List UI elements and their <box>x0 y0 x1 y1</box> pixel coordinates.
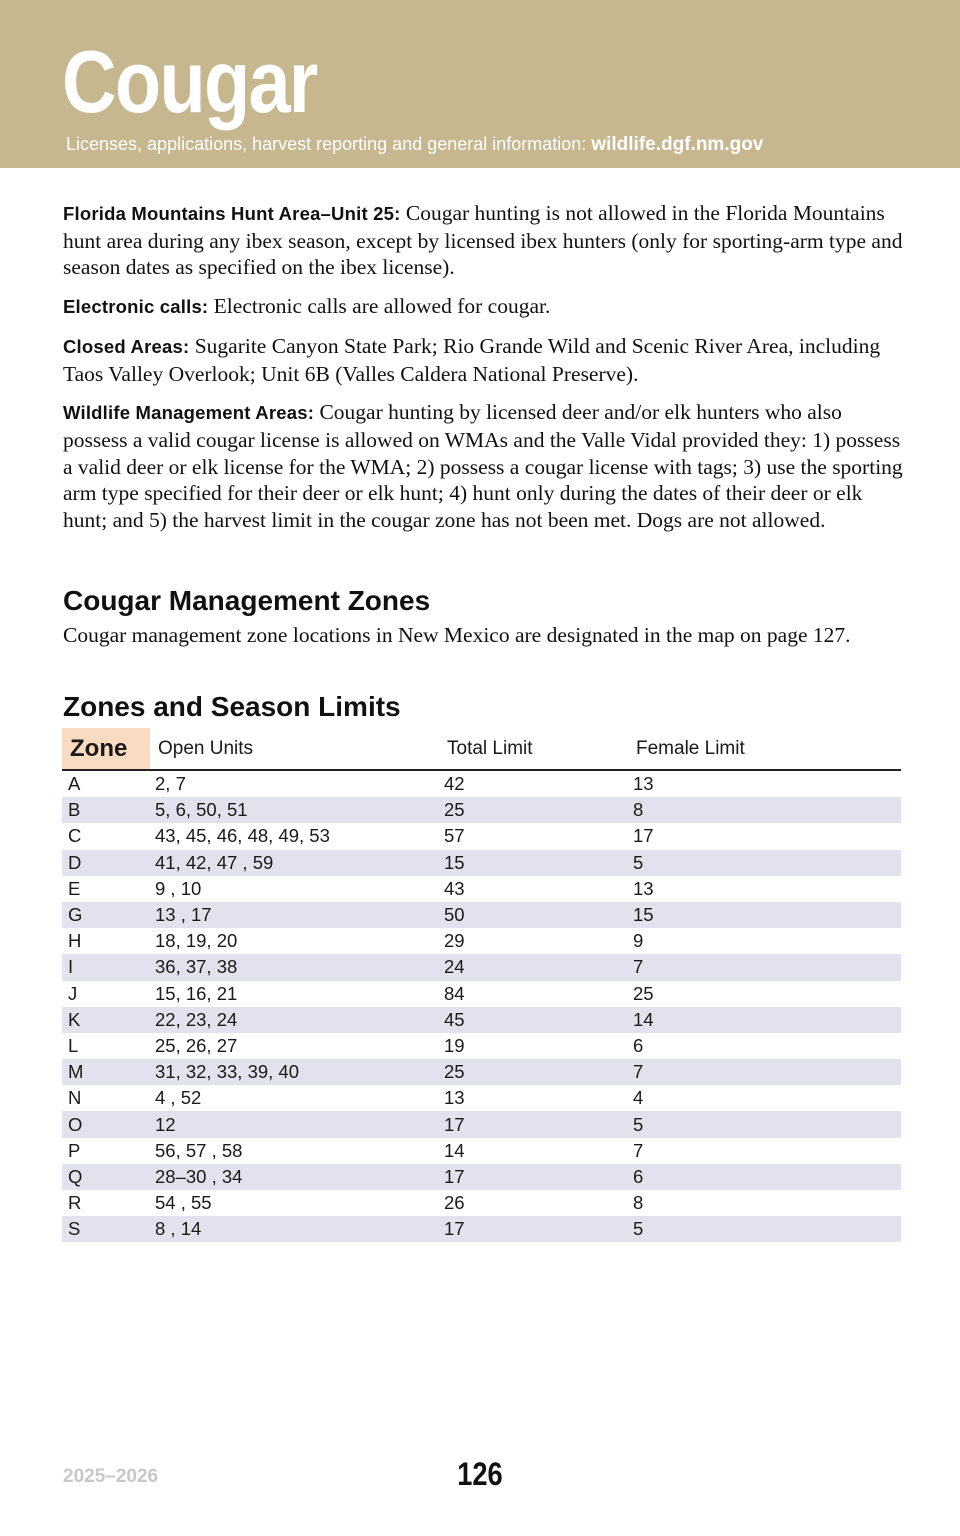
zones-heading: Cougar Management Zones <box>63 585 431 616</box>
cell-zone: M <box>62 1059 150 1085</box>
cell-total-limit: 19 <box>444 1034 465 1056</box>
cell-open-units: 25, 26, 27 <box>155 1034 238 1056</box>
paragraph-lead: Electronic calls: <box>63 296 209 318</box>
subtitle-text: Licenses, applications, harvest reporting and general information: <box>66 134 587 154</box>
cell-zone: B <box>62 797 150 823</box>
column-header-total-limit: Total Limit <box>442 728 631 770</box>
cell-zone: K <box>62 1007 150 1033</box>
cell-female-limit: 8 <box>631 797 901 823</box>
cell-total-limit: 13 <box>444 1087 465 1109</box>
cell-zone: I <box>62 954 150 980</box>
cell-total-limit: 42 <box>444 773 465 795</box>
paragraph-body: Cougar hunting is not allowed in the Florida Mountains hunt area during any ibex season, except by licensed ibex hunters (only for sporting-arm type and season dates as specified on the ibex license). <box>63 201 903 280</box>
column-header-female-limit: Female Limit <box>631 728 901 770</box>
cell-open-units: 15, 16, 21 <box>155 982 238 1004</box>
table-row <box>62 876 901 902</box>
limits-heading: Zones and Season Limits <box>63 691 401 722</box>
cell-zone: Q <box>62 1164 150 1190</box>
paragraph-lead: Closed Areas: <box>63 335 190 357</box>
cell-zone: N <box>68 1087 82 1109</box>
table-row <box>62 823 901 849</box>
cell-zone: P <box>68 1139 81 1161</box>
cell-female-limit: 9 <box>633 930 644 952</box>
cell-open-units: 22, 23, 24 <box>150 1007 442 1033</box>
paragraph-electronic-calls <box>63 293 903 321</box>
page-title: Cougar <box>62 32 317 131</box>
cell-female-limit: 8 <box>633 1192 644 1214</box>
cell-total-limit: 84 <box>444 982 465 1004</box>
cell-zone: O <box>62 1111 150 1137</box>
cell-total-limit: 14 <box>444 1139 465 1161</box>
cell-female-limit: 17 <box>633 825 654 847</box>
paragraph-body: Cougar hunting by licensed deer and/or elk hunters who also possess a valid cougar license is allowed on WMAs and the Valle Vidal provided they: 1) possess a valid deer or elk license for the WMA; 2) possess a cougar license with tags; 3) use the sporting arm type specified for their deer or elk hunt; 4) hunt only during the dates of their deer or elk hunt; and 5) the harvest limit in the cougar zone has not been met. Dogs are not allowed. <box>63 400 903 533</box>
paragraph-body: Electronic calls are allowed for cougar. <box>213 294 551 319</box>
page-number: 126 <box>457 1456 503 1492</box>
paragraph-lead: Wildlife Management Areas: <box>63 402 315 424</box>
cell-open-units: 13 , 17 <box>150 902 442 928</box>
table-row <box>62 1059 901 1085</box>
cell-open-units: 41, 42, 47 , 59 <box>150 850 442 876</box>
cell-total-limit: 17 <box>442 1216 631 1242</box>
cell-zone: J <box>68 982 78 1004</box>
cell-total-limit: 45 <box>442 1007 631 1033</box>
table-row <box>62 902 901 928</box>
cell-open-units: 28–30 , 34 <box>150 1164 442 1190</box>
table-row <box>62 797 901 823</box>
table-row <box>62 1190 901 1216</box>
table-row <box>62 770 901 797</box>
table-row <box>62 1085 901 1111</box>
paragraph-florida-mountains <box>63 200 903 281</box>
paragraph-body: Sugarite Canyon State Park; Rio Grande Wild and Scenic River Area, including Taos Valley Overlook; Unit 6B (Valles Caldera National Preserve). <box>63 333 881 386</box>
cell-zone: A <box>68 773 81 795</box>
website-link[interactable]: wildlife.dgf.nm.gov <box>591 134 764 155</box>
cell-zone: E <box>68 877 81 899</box>
cell-zone: H <box>68 930 82 952</box>
cell-female-limit: 7 <box>633 1139 644 1161</box>
cell-open-units: 8 , 14 <box>150 1216 442 1242</box>
cell-female-limit: 25 <box>633 982 654 1004</box>
cell-zone: D <box>62 850 150 876</box>
cell-open-units: 18, 19, 20 <box>155 930 238 952</box>
cell-female-limit: 13 <box>633 877 654 899</box>
cell-open-units: 31, 32, 33, 39, 40 <box>150 1059 442 1085</box>
table-row <box>62 981 901 1007</box>
paragraph-wma <box>63 399 903 534</box>
table-row <box>62 928 901 954</box>
cell-total-limit: 50 <box>442 902 631 928</box>
cell-total-limit: 17 <box>442 1111 631 1137</box>
table-body <box>62 770 901 1242</box>
cell-female-limit: 4 <box>633 1087 644 1109</box>
cell-open-units: 9 , 10 <box>155 877 202 899</box>
cell-zone: S <box>62 1216 150 1242</box>
season-limits-table <box>62 728 901 1242</box>
cell-total-limit: 25 <box>442 1059 631 1085</box>
table-row <box>62 1033 901 1059</box>
cell-open-units: 36, 37, 38 <box>150 954 442 980</box>
cell-zone: L <box>68 1034 79 1056</box>
table-row <box>62 954 901 980</box>
cell-total-limit: 15 <box>442 850 631 876</box>
table-row <box>62 1164 901 1190</box>
cell-total-limit: 24 <box>442 954 631 980</box>
cell-zone: G <box>62 902 150 928</box>
cell-female-limit: 15 <box>631 902 901 928</box>
table-row <box>62 1138 901 1164</box>
cell-open-units: 43, 45, 46, 48, 49, 53 <box>155 825 330 847</box>
cell-total-limit: 43 <box>444 877 465 899</box>
cell-open-units: 5, 6, 50, 51 <box>150 797 442 823</box>
cell-total-limit: 26 <box>444 1192 465 1214</box>
cell-open-units: 4 , 52 <box>155 1087 202 1109</box>
regulations-text <box>63 200 903 546</box>
cell-female-limit: 5 <box>631 850 901 876</box>
cell-open-units: 12 <box>150 1111 442 1137</box>
cell-total-limit: 25 <box>442 797 631 823</box>
column-header-zone: Zone <box>62 728 150 770</box>
banner-subtitle <box>66 133 763 156</box>
cell-total-limit: 17 <box>442 1164 631 1190</box>
cell-female-limit: 5 <box>631 1111 901 1137</box>
paragraph-closed-areas <box>63 333 903 387</box>
cell-open-units: 2, 7 <box>155 773 186 795</box>
cell-female-limit: 14 <box>631 1007 901 1033</box>
table-header-row <box>62 728 901 770</box>
zones-description: Cougar management zone locations in New Mexico are designated in the map on page 127. <box>63 623 851 647</box>
cell-zone: R <box>68 1192 82 1214</box>
paragraph-lead: Florida Mountains Hunt Area–Unit 25: <box>63 203 401 224</box>
cell-open-units: 54 , 55 <box>155 1192 212 1214</box>
column-header-open-units: Open Units <box>150 728 442 770</box>
footer-year: 2025–2026 <box>63 1466 159 1487</box>
table-row <box>62 1007 901 1033</box>
cell-female-limit: 6 <box>631 1164 901 1190</box>
table-row <box>62 1216 901 1242</box>
cell-total-limit: 57 <box>444 825 465 847</box>
title-banner <box>0 0 960 168</box>
cell-female-limit: 7 <box>631 1059 901 1085</box>
cell-zone: C <box>68 825 82 847</box>
table-row <box>62 1111 901 1137</box>
cell-female-limit: 5 <box>631 1216 901 1242</box>
cell-open-units: 56, 57 , 58 <box>155 1139 243 1161</box>
cell-total-limit: 29 <box>444 930 465 952</box>
cell-female-limit: 13 <box>633 773 654 795</box>
cell-female-limit: 6 <box>633 1034 644 1056</box>
table-row <box>62 850 901 876</box>
cell-female-limit: 7 <box>631 954 901 980</box>
